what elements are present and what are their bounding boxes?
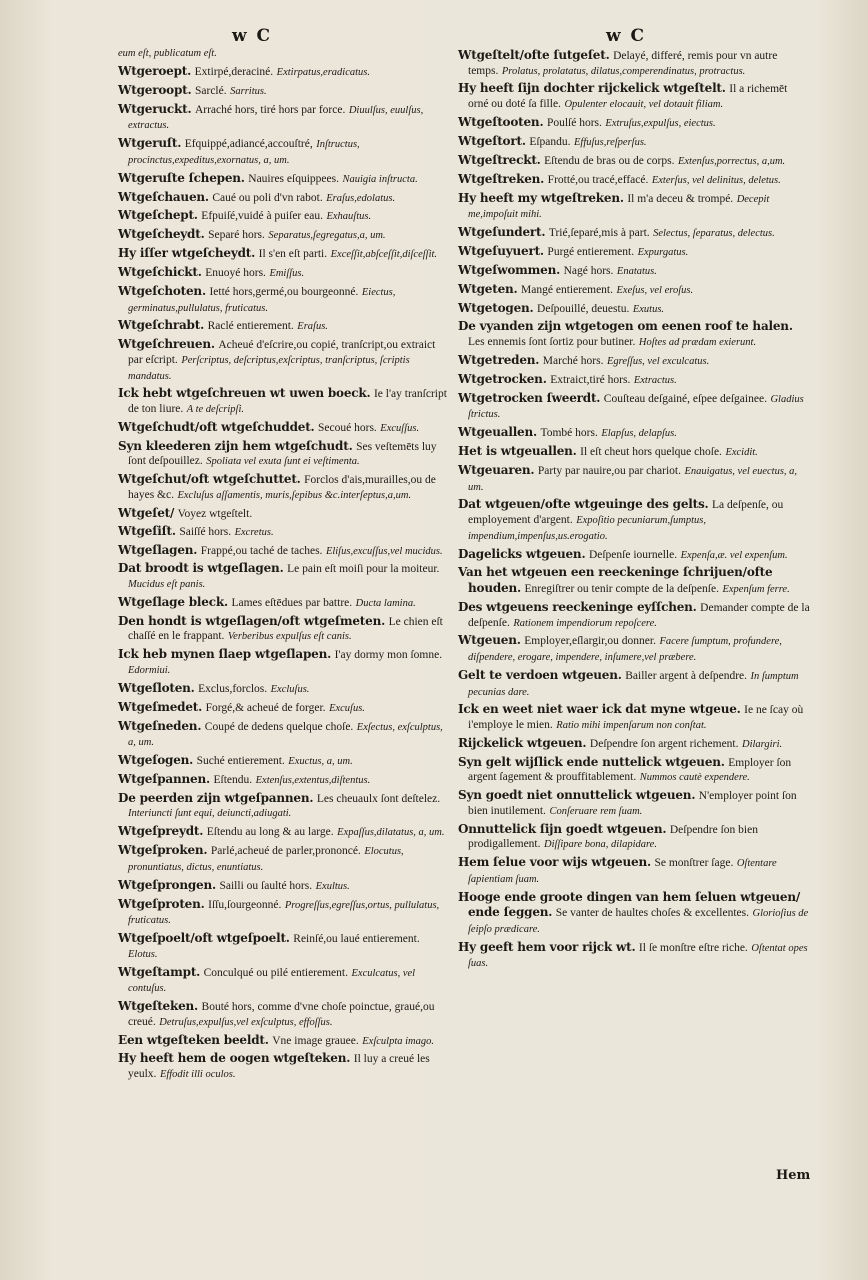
french-gloss: Mangé entierement. bbox=[521, 283, 613, 296]
french-gloss: Deſpouillé, deuestu. bbox=[537, 302, 630, 315]
headword: Ick hebt wtgeſchreuen wt uwen boeck. bbox=[118, 386, 371, 401]
headword: Wtgeuallen. bbox=[458, 425, 537, 440]
headword: Wtgeſchickt. bbox=[118, 265, 202, 280]
latin-gloss: Opulenter elocauit, vel dotauit filiam. bbox=[564, 99, 724, 111]
latin-gloss: Diuulſus, euulſus, extractus. bbox=[128, 104, 424, 132]
latin-gloss: Elapſus, delapſus. bbox=[601, 428, 677, 440]
headword: Syn kleederen zijn hem wtgeſchudt. bbox=[118, 438, 353, 453]
french-gloss: Conculqué ou pilé entierement. bbox=[203, 966, 348, 979]
french-gloss: Il m'a deceu & trompé. bbox=[627, 192, 734, 205]
french-gloss: Poulſé hors. bbox=[546, 116, 602, 129]
latin-gloss: Detruſus,expulſus,vel exſculptus, effoſſus. bbox=[159, 1016, 333, 1028]
latin-gloss: Glorioſius de ſeipſo prædicare. bbox=[468, 908, 809, 935]
headword: Wtgeſlage bleck. bbox=[118, 594, 228, 609]
dictionary-entry bbox=[458, 547, 810, 564]
dictionary-entry bbox=[458, 282, 810, 299]
headword: Wtgeſteken. bbox=[118, 999, 199, 1014]
dictionary-entry bbox=[118, 439, 452, 470]
dictionary-entry bbox=[458, 81, 810, 112]
dictionary-entry bbox=[118, 102, 452, 134]
french-gloss: Separé hors. bbox=[208, 229, 265, 242]
french-gloss: Extraict,tiré hors. bbox=[550, 373, 631, 386]
dictionary-entry bbox=[458, 755, 810, 786]
french-gloss: Efquippé,adiancé,accouſtré, bbox=[184, 138, 313, 151]
dictionary-entry bbox=[118, 1033, 452, 1050]
dictionary-entry bbox=[458, 134, 810, 151]
dictionary-entry bbox=[118, 265, 452, 282]
latin-gloss: Excretus. bbox=[234, 526, 274, 538]
latin-gloss: Eiectus, germinatus,pullulatus, fruticatus. bbox=[128, 286, 396, 314]
french-gloss: Les cheuaulx ſont deſtelez. bbox=[316, 792, 441, 805]
french-gloss: Arraché hors, tiré hors par force. bbox=[194, 103, 346, 116]
dictionary-entry bbox=[118, 83, 452, 100]
running-head-right: w C bbox=[606, 26, 647, 46]
french-gloss: Bouté hors, comme d'vne choſe poinctue, graué,ou creué. bbox=[128, 1001, 435, 1028]
latin-gloss: Separatus,ſegregatus,a, um. bbox=[268, 230, 386, 242]
french-gloss: Ie ne ſcay où i'employe le mien. bbox=[468, 704, 804, 731]
headword: Syn goedt niet onnuttelick wtgeuen. bbox=[458, 788, 696, 803]
latin-gloss: Oſtentat opes ſuas. bbox=[468, 942, 808, 970]
latin-gloss: Enatatus. bbox=[616, 265, 657, 277]
headword: Hy geeft hem voor rijck wt. bbox=[458, 939, 636, 954]
headword: Hy heeft ſijn dochter rijckelick wtgeſtelt. bbox=[458, 81, 726, 96]
french-gloss: Demander compte de la deſpenſe. bbox=[468, 601, 810, 629]
headword: Wtgeſtort. bbox=[458, 133, 526, 148]
french-gloss: Acheué d'eſcrire,ou copié, tranſcript,ou extraict par eſcript. bbox=[128, 339, 436, 366]
french-gloss: Ie l'ay tranſcript de ton liure. bbox=[128, 388, 447, 416]
headword: Wtgeſchrabt. bbox=[118, 318, 205, 333]
dictionary-entry bbox=[118, 753, 452, 770]
dictionary-entry bbox=[118, 420, 452, 437]
headword: Wtgeſpannen. bbox=[118, 771, 210, 786]
latin-gloss: Decepit me,impoſuit mihi. bbox=[468, 193, 770, 221]
latin-gloss: Exculcatus, vel contuſus. bbox=[128, 967, 416, 995]
french-gloss: Iſſu,ſourgeonné. bbox=[208, 898, 282, 911]
french-gloss: Lames eſtēdues par battre. bbox=[231, 596, 353, 609]
latin-gloss: Progreſſus,egreſſus,ortus, pullulatus, fruticatus. bbox=[128, 899, 440, 927]
latin-gloss: Extenſus,extentus,diſtentus. bbox=[255, 774, 371, 786]
latin-gloss: Enauigatus, vel euectus, a, um. bbox=[468, 466, 798, 493]
french-gloss: Parlé,acheué de parler,prononcé. bbox=[210, 845, 361, 858]
headword: Wtgeſproten. bbox=[118, 896, 205, 911]
dictionary-entry bbox=[118, 681, 452, 698]
french-gloss: Party par nauire,ou par chariot. bbox=[537, 465, 681, 477]
latin-gloss: Excluſus. bbox=[270, 683, 310, 695]
headword: Wtgeuaren. bbox=[458, 463, 535, 477]
dictionary-entry bbox=[458, 463, 810, 495]
dictionary-entry bbox=[458, 565, 810, 597]
headword: Wtgetrocken ſweerdt. bbox=[458, 390, 601, 405]
headword: Wtgeſchreuen. bbox=[118, 337, 215, 352]
dictionary-entry bbox=[118, 931, 452, 962]
dictionary-entry bbox=[458, 736, 810, 753]
dictionary-entry bbox=[118, 208, 452, 225]
headword: Wtgeſuyuert. bbox=[458, 243, 544, 258]
latin-gloss: A te deſcripſi. bbox=[186, 404, 245, 416]
latin-gloss: Extenſus,porrectus, a,um. bbox=[677, 155, 786, 167]
french-gloss: Eſtendu au long & au large. bbox=[206, 826, 334, 839]
dictionary-entry bbox=[458, 444, 810, 461]
latin-gloss: Nummos cautè expendere. bbox=[639, 772, 750, 784]
dictionary-entry bbox=[458, 822, 810, 853]
latin-gloss: Extractus. bbox=[633, 374, 677, 386]
dictionary-entry bbox=[118, 878, 452, 895]
latin-gloss: Excuſſus. bbox=[380, 422, 420, 434]
french-gloss: Enuoyé hors. bbox=[205, 267, 266, 280]
latin-gloss: Eraſus,edolatus. bbox=[326, 192, 396, 204]
latin-gloss: Edormiui. bbox=[128, 664, 171, 676]
french-gloss: Enregiſtrer ou tenir compte de la deſpenſe. bbox=[524, 583, 719, 596]
headword: Hy heeft hem de oogen wtgeſteken. bbox=[118, 1051, 351, 1066]
catchword: Hem bbox=[776, 1168, 811, 1183]
dictionary-entry bbox=[458, 172, 810, 189]
dictionary-entry bbox=[118, 246, 452, 263]
dictionary-entry bbox=[458, 600, 810, 631]
headword: Syn gelt wijſlick ende nuttelick wtgeuen. bbox=[458, 754, 725, 769]
dictionary-entry bbox=[458, 191, 810, 223]
latin-gloss: Conſeruare rem ſuam. bbox=[549, 805, 643, 817]
headword: Wtgeten. bbox=[458, 281, 518, 296]
headword: Een wtgeſteken beeldt. bbox=[118, 1032, 269, 1047]
headword: Wtgeſmedet. bbox=[118, 699, 203, 714]
french-gloss: Il a richemēt orné ou doté ſa fille. bbox=[468, 83, 788, 111]
latin-gloss: Facere ſumptum, profundere, diſpendere, erogare, impendere, inſumere,vel præbere. bbox=[468, 636, 782, 664]
french-gloss: Couſteau deſgainé, eſpee deſgainee. bbox=[603, 392, 767, 405]
headword: Wtgeſtelt/ofte ſutgeſet. bbox=[458, 48, 610, 62]
french-gloss: Purgé entierement. bbox=[547, 245, 635, 258]
headword: Dagelicks wtgeuen. bbox=[458, 546, 586, 561]
headword: Wtgetogen. bbox=[458, 300, 534, 315]
dictionary-entry bbox=[118, 46, 452, 62]
latin-gloss: Excuſus. bbox=[329, 702, 365, 714]
dictionary-entry bbox=[118, 136, 452, 168]
latin-gloss: Prolatus, prolatatus, dilatus,comperendinatus, protractus. bbox=[501, 65, 746, 77]
headword: Wtgeſpoelt/oft wtgeſpoelt. bbox=[118, 931, 290, 946]
latin-gloss: Nauigia inſtructa. bbox=[342, 173, 418, 185]
dictionary-entry bbox=[118, 524, 452, 541]
headword: Wtgeuen. bbox=[458, 633, 521, 648]
french-gloss: Reinſé,ou laué entierement. bbox=[293, 933, 420, 946]
french-gloss: Se monſtrer ſage. bbox=[654, 857, 734, 870]
left-column bbox=[118, 46, 452, 1085]
latin-gloss: Eraſus. bbox=[297, 321, 328, 333]
dictionary-entry bbox=[118, 843, 452, 875]
french-gloss: Eſtendu. bbox=[213, 773, 253, 786]
french-gloss: Voyez wtgeſtelt. bbox=[177, 507, 253, 520]
french-gloss: Efpuiſé,vuidé à puiſer eau. bbox=[201, 210, 323, 223]
french-gloss: Ietté hors,germé,ou bourgeonné. bbox=[209, 285, 359, 298]
headword: Onnuttelick ſijn goedt wtgeuen. bbox=[458, 821, 667, 836]
latin-gloss: Sarritus. bbox=[230, 85, 267, 97]
headword: Wtgeſproken. bbox=[118, 843, 208, 858]
dictionary-entry bbox=[458, 115, 810, 132]
dictionary-entry bbox=[458, 940, 810, 972]
french-gloss: Eſtendu de bras ou de corps. bbox=[544, 154, 675, 167]
latin-gloss: Expurgatus. bbox=[637, 246, 689, 258]
dictionary-entry bbox=[458, 497, 810, 544]
latin-gloss: Exſectus, exſculptus, a, um. bbox=[128, 721, 443, 749]
headword: Hem ſelue voor wijs wtgeuen. bbox=[458, 855, 651, 870]
dictionary-entry bbox=[458, 244, 810, 261]
latin-gloss: Excluſus aſſamentis, muris,ſepibus &c.interſeptus,a,um. bbox=[177, 489, 412, 501]
latin-gloss: Interiuncti ſunt equi, deiuncti,adiugati. bbox=[128, 808, 292, 820]
latin-gloss: Exeſus, vel eroſus. bbox=[616, 284, 694, 296]
dictionary-entry bbox=[458, 890, 810, 938]
french-gloss: Marché hors. bbox=[542, 354, 604, 367]
headword: Wtgeſchept. bbox=[118, 208, 198, 223]
latin-gloss: Inſtructus, procinctus,expeditus,exornatus, a, um. bbox=[128, 139, 360, 166]
headword: Ick heb mynen ſlaep wtgeſlapen. bbox=[118, 647, 332, 662]
headword: Wtgeſtooten. bbox=[458, 114, 544, 129]
headword: Wtgeruſte ſchepen. bbox=[118, 170, 245, 185]
latin-gloss: Exſculpta imago. bbox=[362, 1035, 434, 1047]
headword: Wtgeſet/ bbox=[118, 505, 175, 520]
headword: Wtgeruckt. bbox=[118, 101, 192, 116]
dictionary-entry bbox=[458, 702, 810, 733]
latin-gloss: Exhauſtus. bbox=[326, 211, 372, 223]
latin-gloss: Ducta lamina. bbox=[355, 597, 416, 609]
headword: De vyanden zijn wtgetogen om eenen roof te halen. bbox=[458, 319, 793, 334]
french-gloss: Les ennemis ſont ſortiz pour butiner. bbox=[468, 336, 636, 349]
french-gloss: Il s'en eſt parti. bbox=[258, 248, 328, 261]
french-gloss: Deſpendre ſon bien prodigallement. bbox=[468, 823, 758, 851]
dictionary-entry bbox=[118, 337, 452, 384]
latin-gloss: Perſcriptus, deſcriptus,exſcriptus, tranſcriptus, ſcriptis mandatus. bbox=[128, 354, 410, 382]
headword: Wtgeroopt. bbox=[118, 82, 192, 97]
latin-gloss: Oſtentare ſapientiam ſuam. bbox=[468, 858, 777, 885]
latin-gloss: Gladius ſtrictus. bbox=[468, 393, 804, 421]
french-gloss: Bailler argent à deſpendre. bbox=[625, 669, 748, 682]
latin-gloss: Excidit. bbox=[725, 447, 758, 459]
dictionary-entry bbox=[118, 772, 452, 789]
latin-gloss: Dilargiri. bbox=[742, 738, 783, 750]
french-gloss: I'ay dormy mon ſomne. bbox=[334, 649, 443, 662]
headword: Gelt te verdoen wtgeuen. bbox=[458, 667, 622, 682]
dictionary-entry bbox=[118, 284, 452, 316]
latin-gloss: Emiſſus. bbox=[269, 268, 305, 280]
french-gloss: Forgé,& acheué de forger. bbox=[205, 701, 326, 714]
headword: Hy iſſer wtgeſcheydt. bbox=[118, 246, 256, 261]
french-gloss: Coupé de dedens quelque choſe. bbox=[204, 720, 354, 733]
french-gloss: Raclé entierement. bbox=[207, 320, 294, 333]
latin-gloss: Exutus. bbox=[632, 303, 665, 315]
latin-gloss: Expenſa,æ. vel expenſum. bbox=[680, 549, 788, 561]
french-gloss: Il eſt cheut hors quelque choſe. bbox=[580, 446, 722, 459]
headword: Wtgeſtreken. bbox=[458, 171, 545, 186]
french-gloss: La deſpenſe, ou employement d'argent. bbox=[468, 499, 784, 527]
latin-gloss: Effodit illi oculos. bbox=[159, 1069, 236, 1081]
headword: Wtgeſchudt/oft wtgeſchuddet. bbox=[118, 419, 315, 434]
headword: Hy heeft my wtgeſtreken. bbox=[458, 190, 624, 205]
french-gloss: Extirpé,deraciné. bbox=[194, 65, 274, 78]
dictionary-entry bbox=[118, 190, 452, 207]
dictionary-entry bbox=[118, 965, 452, 997]
latin-gloss: Elotus. bbox=[128, 948, 158, 960]
latin-gloss: In ſumptum pecunias dare. bbox=[468, 670, 799, 698]
french-gloss: Trié,ſeparé,mis à part. bbox=[548, 227, 650, 240]
french-gloss: Forclos d'ais,murailles,ou de hayes &c. bbox=[128, 474, 436, 501]
dictionary-entry bbox=[458, 225, 810, 242]
dictionary-entry bbox=[118, 791, 452, 822]
dictionary-entry bbox=[458, 855, 810, 887]
french-gloss: Vne image grauee. bbox=[272, 1034, 359, 1047]
latin-gloss: Effuſus,reſperſus. bbox=[574, 136, 647, 148]
dictionary-entry bbox=[118, 472, 452, 503]
french-gloss: Eſpandu. bbox=[529, 135, 571, 148]
headword: Dat broodt is wtgeſlagen. bbox=[118, 561, 284, 576]
latin-gloss: Expoſitio pecuniarum,ſumptus, impendium,impenſus,us.erogatio. bbox=[468, 515, 706, 542]
headword: Wtgeſchut/oft wtgeſchuttet. bbox=[118, 472, 301, 487]
french-gloss: N'employer point ſon bien inutilement. bbox=[468, 790, 797, 817]
headword: Het is wtgeuallen. bbox=[458, 444, 577, 459]
latin-gloss: Diſſipare bona, dilapidare. bbox=[544, 839, 657, 851]
headword: Wtgeſprongen. bbox=[118, 877, 216, 892]
french-gloss: Deſpenſe iournelle. bbox=[588, 548, 678, 561]
dictionary-entry bbox=[118, 595, 452, 612]
latin-gloss: Expenſum ferre. bbox=[722, 584, 790, 596]
french-gloss: Deſpendre ſon argent richement. bbox=[589, 737, 739, 750]
headword: Wtgetreden. bbox=[458, 352, 540, 367]
latin-gloss: Eliſus,excuſſus,vel mucidus. bbox=[325, 545, 443, 557]
dictionary-entry bbox=[458, 788, 810, 819]
french-gloss: Frappé,ou taché de taches. bbox=[200, 544, 323, 557]
headword: Van het wtgeuen een reeckeninge ſchrijuen/ofte houden. bbox=[458, 565, 773, 596]
dictionary-entry bbox=[458, 153, 810, 170]
dictionary-entry bbox=[118, 386, 452, 417]
dictionary-entry bbox=[118, 318, 452, 335]
headword: Wtgeſwommen. bbox=[458, 262, 561, 277]
french-gloss: Sarclé. bbox=[195, 84, 227, 97]
dictionary-entry bbox=[458, 48, 810, 79]
headword: Rijckelick wtgeuen. bbox=[458, 735, 587, 750]
dictionary-entry bbox=[458, 263, 810, 280]
french-gloss: Se vanter de haultes choſes & excellentes. bbox=[555, 907, 749, 920]
headword: Wtgeſchauen. bbox=[118, 189, 209, 204]
headword: Wtgeſchoten. bbox=[118, 283, 206, 298]
french-gloss: Saiſſé hors. bbox=[179, 525, 232, 538]
latin-gloss: Exultus. bbox=[315, 880, 350, 892]
headword: Wtgeſundert. bbox=[458, 225, 546, 240]
latin-gloss: Exuctus, a, um. bbox=[288, 756, 353, 768]
french-gloss: Sailli ou ſaulté hors. bbox=[219, 879, 313, 892]
dictionary-entry bbox=[458, 391, 810, 423]
headword: Wtgeſpreydt. bbox=[118, 824, 204, 839]
headword: Hooge ende groote dingen van hem ſeluen wtgeuen/ ende ſeggen. bbox=[458, 889, 801, 920]
dictionary-entry bbox=[118, 1051, 452, 1082]
dictionary-entry bbox=[118, 897, 452, 929]
latin-gloss: Verberibus expulſus eſt canis. bbox=[227, 631, 352, 643]
french-gloss: Nauires eſquippees. bbox=[248, 172, 339, 185]
headword: Wtgeſcheydt. bbox=[118, 227, 205, 242]
dictionary-entry bbox=[118, 999, 452, 1030]
headword: Ick en weet niet waer ick dat myne wtgeue. bbox=[458, 702, 741, 717]
latin-gloss: Rationem impendiorum repoſcere. bbox=[513, 617, 657, 629]
latin-gloss: Exterſus, vel delinitus, deletus. bbox=[651, 174, 781, 186]
latin-gloss: Ratio mihi impenſarum non conſtat. bbox=[556, 719, 707, 731]
french-gloss: Exclus,forclos. bbox=[198, 682, 268, 695]
french-gloss: Suché entierement. bbox=[196, 755, 285, 768]
latin-gloss: Hoſtes ad prædam exierunt. bbox=[638, 337, 757, 349]
latin-gloss: Expaſſus,dilatatus, a, um. bbox=[337, 827, 445, 839]
dictionary-entry bbox=[118, 719, 452, 751]
headword: Dat wtgeuen/ofte wtgeuinge des gelts. bbox=[458, 497, 709, 512]
french-gloss: Nagé hors. bbox=[563, 264, 614, 277]
dictionary-entry bbox=[458, 319, 810, 350]
dictionary-entry bbox=[118, 561, 452, 592]
headword: Wtgeſneden. bbox=[118, 718, 202, 733]
headword: Wtgeruſt. bbox=[118, 136, 182, 151]
headword: De peerden zijn wtgeſpannen. bbox=[118, 790, 314, 805]
dictionary-entry bbox=[118, 227, 452, 244]
headword: Wtgeſogen. bbox=[118, 753, 194, 768]
headword: Wtgeroept. bbox=[118, 63, 192, 78]
headword: Wtgetrocken. bbox=[458, 371, 547, 386]
french-gloss: Le chien eſt chaſſé en le frappant. bbox=[128, 615, 443, 643]
headword: Wtgeſloten. bbox=[118, 680, 195, 695]
dictionary-entry bbox=[458, 353, 810, 370]
latin-gloss: Egreſſus, vel exculcatus. bbox=[606, 355, 710, 367]
french-gloss: Employer ſon argent ſagement & prouffitablement. bbox=[468, 756, 792, 784]
headword: Des wtgeuens reeckeninge eyſſchen. bbox=[458, 599, 697, 614]
latin-gloss: Elocutus, pronuntiatus, dictus, enuntiatus. bbox=[128, 846, 404, 873]
dictionary-entry bbox=[458, 633, 810, 665]
latin-gloss: Spoliata vel exuta ſunt ei veſtimenta. bbox=[206, 456, 360, 468]
latin-gloss: Extruſus,expulſus, eiectus. bbox=[605, 117, 716, 129]
dictionary-entry bbox=[118, 171, 452, 188]
dictionary-entry bbox=[118, 824, 452, 841]
french-gloss: Il ſe monſtre eſtre riche. bbox=[638, 941, 748, 954]
french-gloss: Caué ou poli d'vn rabot. bbox=[212, 191, 323, 204]
headword: Wtgeſlagen. bbox=[118, 542, 198, 557]
right-column bbox=[458, 48, 810, 974]
dictionary-entry bbox=[458, 372, 810, 389]
running-head-left: w C bbox=[232, 26, 273, 46]
latin-gloss: Mucidus eſt panis. bbox=[128, 579, 206, 591]
french-gloss: Il luy a creué les yeulx. bbox=[128, 1053, 430, 1081]
headword: Wtgeſtreckt. bbox=[458, 152, 541, 167]
dictionary-entry bbox=[458, 668, 810, 700]
french-gloss: Delayé, differé, remis pour vn autre temps. bbox=[468, 50, 778, 77]
dictionary-entry bbox=[118, 506, 452, 522]
dictionary-entry bbox=[118, 543, 452, 560]
french-gloss: Frotté,ou tracé,effacé. bbox=[547, 173, 649, 186]
french-gloss: Tombé hors. bbox=[540, 427, 598, 440]
dictionary-entry bbox=[458, 425, 810, 442]
dictionary-entry bbox=[118, 700, 452, 717]
latin-gloss: Exceſſit,abſceſſit,diſceſſit. bbox=[330, 249, 438, 261]
dictionary-entry bbox=[458, 301, 810, 318]
french-gloss: Ses veſtemēts luy ſont deſpouillez. bbox=[128, 440, 437, 468]
latin-gloss: Selectus, ſeparatus, delectus. bbox=[653, 228, 775, 240]
dictionary-entry bbox=[118, 64, 452, 81]
headword: Wtgeſiſt. bbox=[118, 523, 176, 538]
latin-gloss: eum eſt, publicatum eſt. bbox=[118, 48, 217, 59]
french-gloss: Secoué hors. bbox=[318, 421, 377, 434]
french-gloss: Employer,eſlargir,ou donner. bbox=[524, 635, 656, 648]
latin-gloss: Extirpatus,eradicatus. bbox=[276, 66, 370, 78]
french-gloss: Le pain eſt moiſi pour la moiteur. bbox=[287, 563, 440, 576]
dictionary-entry bbox=[118, 614, 452, 645]
headword: Den hondt is wtgeſlagen/oft wtgeſmeten. bbox=[118, 613, 386, 628]
dictionary-entry bbox=[118, 647, 452, 678]
headword: Wtgeſtampt. bbox=[118, 964, 201, 979]
